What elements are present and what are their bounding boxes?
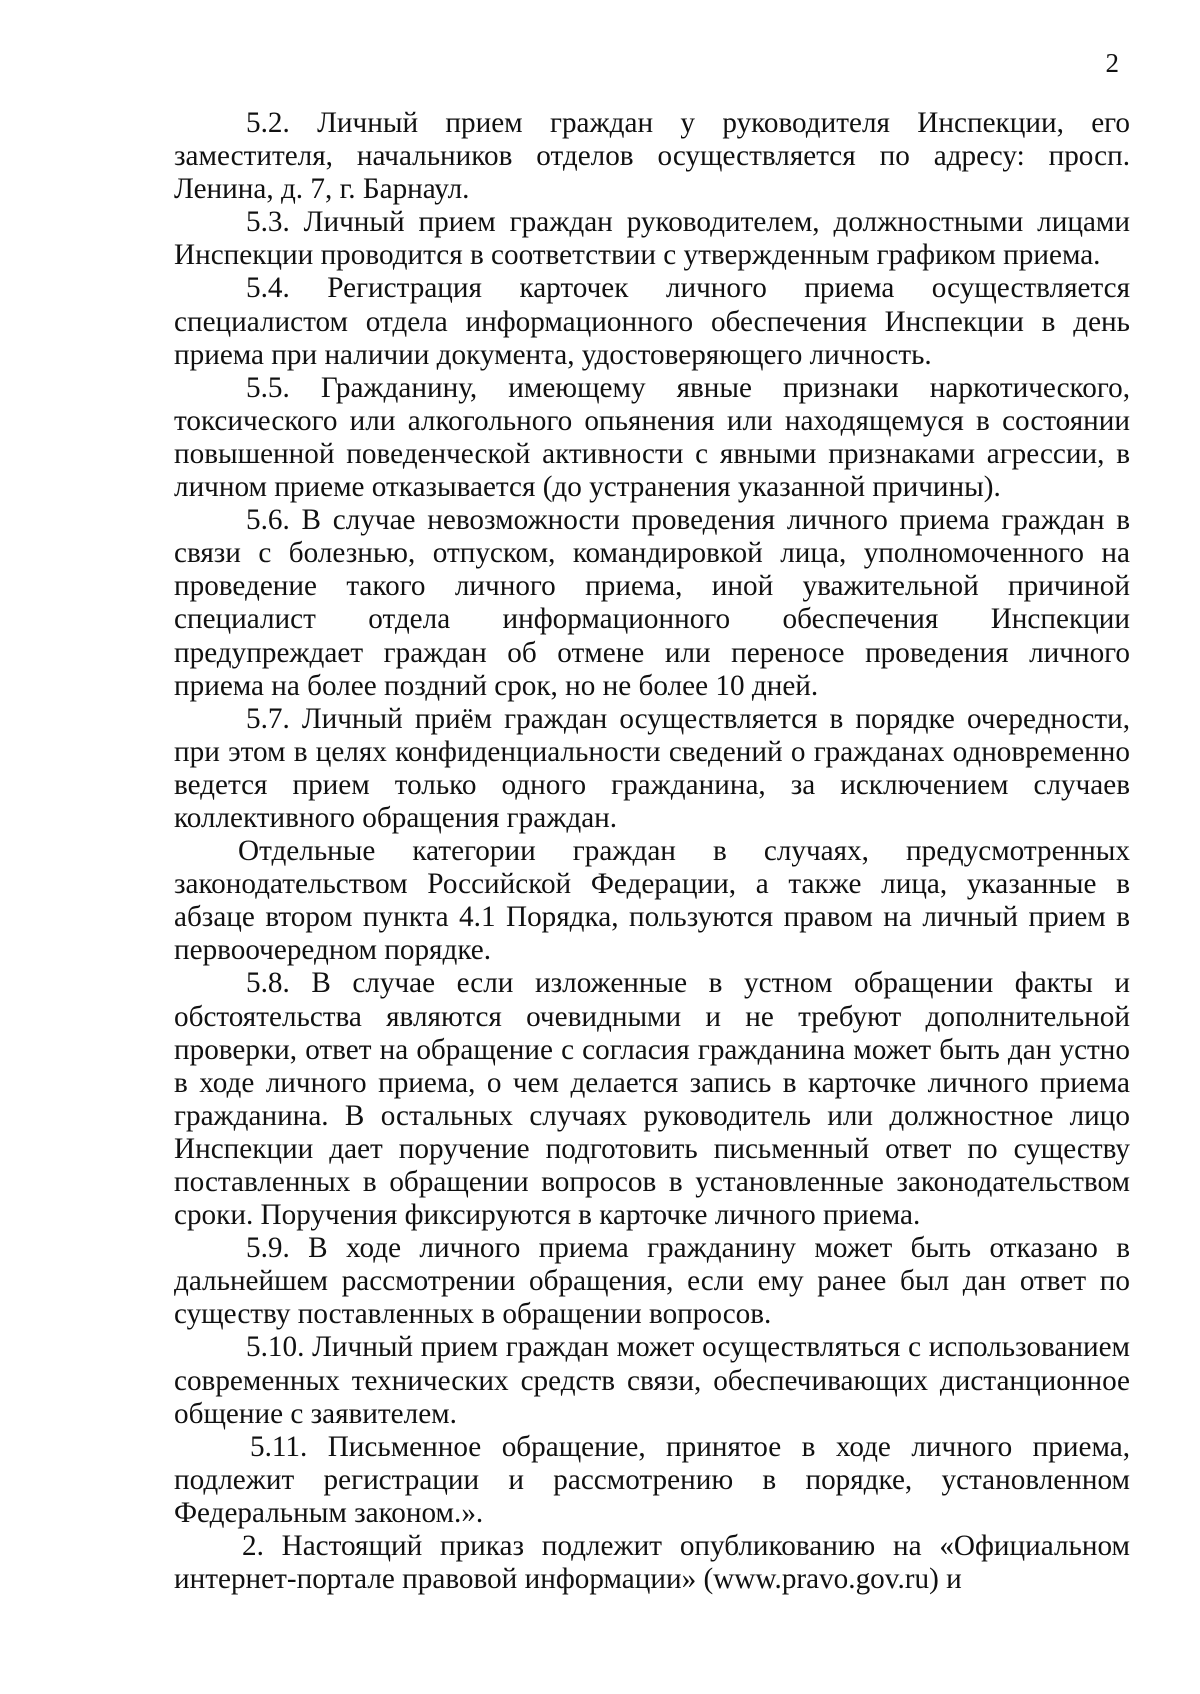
paragraph-5-7: 5.7. Личный приём граждан осуществляется в порядке очередности, при этом в целях конфиденциальности сведений о гражданах одновременно ведется прием только одного гражданина, за исключением случаев коллективного обращения граждан. xyxy=(174,702,1130,834)
paragraph-5-9: 5.9. В ходе личного приема гражданину может быть отказано в дальнейшем рассмотрении обращения, если ему ранее был дан ответ по существу поставленных в обращении вопросов. xyxy=(174,1232,1130,1331)
paragraph-5-2: 5.2. Личный прием граждан у руководителя Инспекции, его заместителя, начальников отделов осуществляется по адресу: просп. Ленина, д. 7, г. Барнаул. xyxy=(174,107,1130,206)
paragraph-5-11: 5.11. Письменное обращение, принятое в ходе личного приема, подлежит регистрации и рассмотрению в порядке, установленном Федеральным законом.». xyxy=(174,1430,1130,1529)
paragraph-5-10: 5.10. Личный прием граждан может осуществляться с использованием современных технических средств связи, обеспечивающих дистанционное общение с заявителем. xyxy=(174,1331,1130,1430)
paragraph-5-7-priority: Отдельные категории граждан в случаях, предусмотренных законодательством Российской Федерации, а также лица, указанные в абзаце втором пункта 4.1 Порядка, пользуются правом на личный прием в первоочередном порядке. xyxy=(174,835,1130,967)
paragraph-5-8: 5.8. В случае если изложенные в устном обращении факты и обстоятельства являются очевидными и не требуют дополнительной проверки, ответ на обращение с согласия гражданина может быть дан устно в ходе личного приема, о чем делается запись в карточке личного приема гражданина. В остальных случаях руководитель или должностное лицо Инспекции дает поручение подготовить письменный ответ по существу поставленных в обращении вопросов в установленные законодательством сроки. Поручения фиксируются в карточке личного приема. xyxy=(174,967,1130,1232)
paragraph-2-publication: 2. Настоящий приказ подлежит опубликованию на «Официальном интернет-портале правовой информации» (www.pravo.gov.ru) и xyxy=(174,1530,1130,1596)
paragraph-5-4: 5.4. Регистрация карточек личного приема осуществляется специалистом отдела информационного обеспечения Инспекции в день приема при наличии документа, удостоверяющего личность. xyxy=(174,272,1130,371)
page-number: 2 xyxy=(1105,48,1119,78)
document-body xyxy=(174,107,1130,1596)
paragraph-5-3: 5.3. Личный прием граждан руководителем, должностными лицами Инспекции проводится в соответствии с утвержденным графиком приема. xyxy=(174,206,1130,272)
paragraph-5-5: 5.5. Гражданину, имеющему явные признаки наркотического, токсического или алкогольного опьянения или находящемуся в состоянии повышенной поведенческой активности с явными признаками агрессии, в личном приеме отказывается (до устранения указанной причины). xyxy=(174,371,1130,504)
paragraph-5-6: 5.6. В случае невозможности проведения личного приема граждан в связи с болезнью, отпуском, командировкой лица, уполномоченного на проведение такого личного приема, иной уважительной причиной специалист отдела информационного обеспечения Инспекции предупреждает граждан об отмене или переносе проведения личного приема на более поздний срок, но не более 10 дней. xyxy=(174,504,1130,702)
